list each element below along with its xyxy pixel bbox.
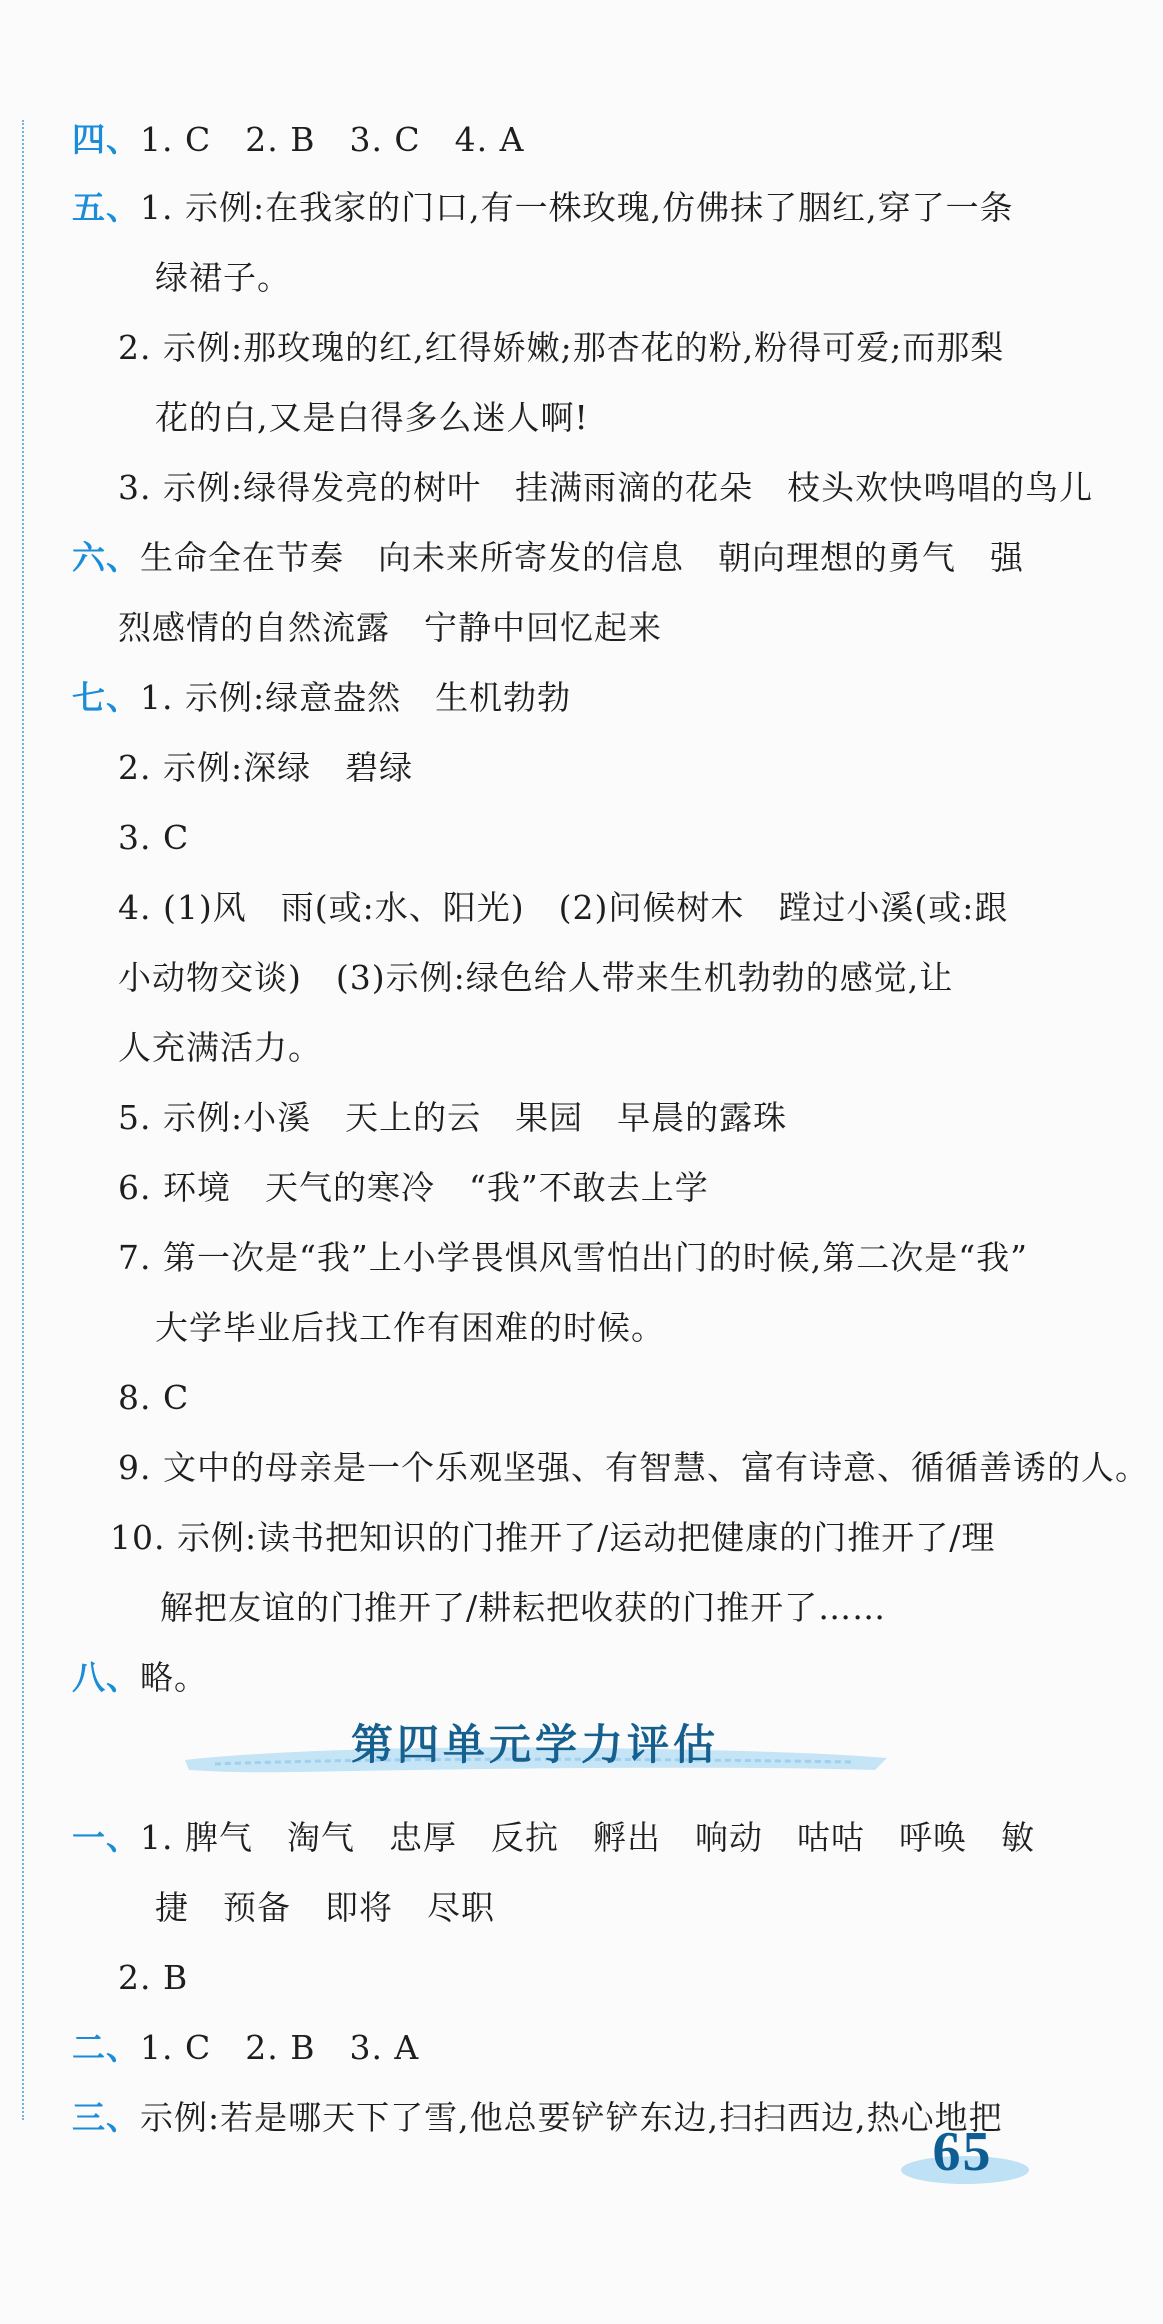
answer-text: 3. C [118,818,190,857]
section-label: 七、 [72,678,140,717]
answer-text: 示例:若是哪天下了雪,他总要铲铲东边,扫扫西边,热心地把 [140,2098,1003,2137]
section-label: 二、 [72,2028,140,2067]
unit4-section-2-line [72,2028,419,2068]
section-8-line [72,1658,208,1698]
section-label: 四、 [72,120,140,159]
answer-continuation: 烈感情的自然流露 宁静中回忆起来 [118,608,662,647]
answer-text: 1. 示例:在我家的门口,有一株玫瑰,仿佛抹了胭红,穿了一条 [140,188,1014,227]
answer-text: 2. B [118,1958,189,1997]
unit4-section-1-line [72,1818,1035,1858]
answer-text: 2. 示例:深绿 碧绿 [118,748,414,787]
unit-title: 第四单元学力评估 [350,1720,719,1769]
section-label: 一、 [72,1818,140,1857]
section-label: 八、 [72,1658,140,1697]
section-5-q1-line [72,188,1014,228]
answer-text: 6. 环境 天气的寒冷 “我”不敢去上学 [118,1168,709,1207]
section-label: 三、 [72,2098,140,2137]
answer-continuation: 绿裙子。 [155,258,291,297]
answer-text: 3. 示例:绿得发亮的树叶 挂满雨滴的花朵 枝头欢快鸣唱的鸟儿 [118,468,1094,507]
section-7-q1-line [72,678,571,718]
answer-text: 1. 脾气 淘气 忠厚 反抗 孵出 响动 咕咕 呼唤 敏 [140,1818,1035,1857]
answer-text: 9. 文中的母亲是一个乐观坚强、有智慧、富有诗意、循循善诱的人。 [118,1448,1149,1487]
answer-continuation: 捷 预备 即将 尽职 [155,1888,495,1927]
section-6-line [72,538,1024,578]
margin-dotted-line [22,120,24,2120]
answer-continuation: 花的白,又是白得多么迷人啊! [155,398,589,437]
answer-text: 10. 示例:读书把知识的门推开了/运动把健康的门推开了/理 [110,1518,996,1557]
page-number-badge [895,2120,1030,2190]
answer-text: 7. 第一次是“我”上小学畏惧风雪怕出门的时候,第二次是“我” [118,1238,1028,1277]
section-label: 五、 [72,188,140,227]
answer-text: 1. C 2. B 3. C 4. A [140,120,525,159]
answer-continuation: 解把友谊的门推开了/耕耘把收获的门推开了…… [160,1588,887,1627]
unit4-section-3-line [72,2098,1003,2138]
unit-title-banner [175,1708,895,1788]
page-number: 65 [932,2121,993,2183]
section-4-line [72,120,524,160]
answer-text: 5. 示例:小溪 天上的云 果园 早晨的露珠 [118,1098,788,1137]
answer-continuation: 大学毕业后找工作有困难的时候。 [155,1308,665,1347]
answer-continuation: 小动物交谈) (3)示例:绿色给人带来生机勃勃的感觉,让 [118,958,954,997]
section-label: 六、 [72,538,140,577]
answer-text: 1. C 2. B 3. A [140,2028,420,2067]
answer-text: 2. 示例:那玫瑰的红,红得娇嫩;那杏花的粉,粉得可爱;而那梨 [118,328,1005,367]
answer-text: 1. 示例:绿意盎然 生机勃勃 [140,678,572,717]
answer-text: 生命全在节奏 向未来所寄发的信息 朝向理想的勇气 强 [140,538,1024,577]
answer-text: 4. (1)风 雨(或:水、阳光) (2)问候树木 蹚过小溪(或:跟 [118,888,1009,927]
answer-text: 略。 [140,1658,208,1697]
answer-continuation: 人充满活力。 [118,1028,322,1067]
answer-text: 8. C [118,1378,190,1417]
